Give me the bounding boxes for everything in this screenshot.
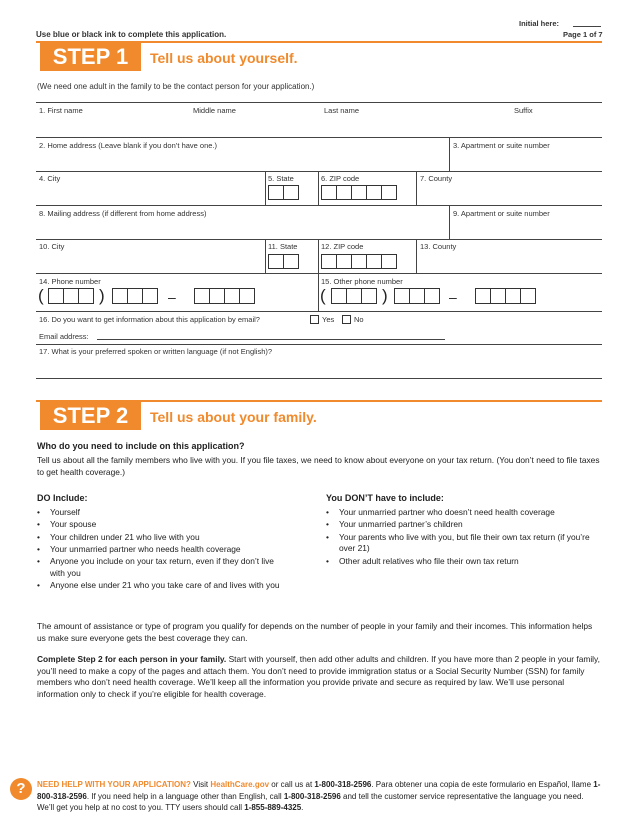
language-label: 17. What is your preferred spoken or written language (if not English)?	[39, 347, 273, 356]
list-item: • Your children under 21 who live with you	[37, 532, 287, 544]
state-boxes[interactable]	[268, 185, 298, 200]
list-item: • Your unmarried partner who doesn’t need health coverage	[326, 507, 602, 519]
middle-name-label: Middle name	[193, 106, 236, 115]
dont-include-list	[326, 507, 602, 568]
apt-input[interactable]	[450, 148, 602, 170]
first-name-label: 1. First name	[39, 106, 83, 115]
help-text: Visit	[190, 780, 211, 789]
home-address-input[interactable]	[36, 148, 448, 170]
complete-step2-text: Start with yourself, then add other adults and children. If you have more than 2 people in your family, you’ll need to make a copy of the pages and attach them. You don’t need to provide immigration status or a Social Security Number (SSN) for family members who don’t need health coverage. We’ll keep all the information you provide private and secure as required by law. We’ll use personal information only to check if you’re eligible for health coverage.	[37, 654, 600, 699]
mailing-address-label: 8. Mailing address (if different from home address)	[39, 209, 207, 218]
help-text: .	[301, 803, 304, 812]
column-divider	[318, 171, 319, 205]
contact-note: (We need one adult in the family to be the contact person for your application.)	[37, 82, 315, 91]
email-address-label: Email address:	[39, 332, 89, 341]
column-divider	[265, 171, 266, 205]
mailing-city-label: 10. City	[39, 242, 65, 251]
row-divider	[36, 378, 602, 379]
row-divider	[36, 239, 602, 240]
mailing-state-boxes[interactable]	[268, 254, 298, 269]
list-item: • Your unmarried partner who needs health coverage	[37, 544, 287, 556]
phone-dash: –	[168, 289, 176, 305]
list-item: • Anyone else under 21 who you take care of and lives with you	[37, 580, 287, 592]
amount-paragraph: The amount of assistance or type of program you qualify for depends on the number of people in your family and their incomes. This information helps us make sure everyone gets the best coverage they can.	[37, 621, 593, 643]
last-name-label: Last name	[324, 106, 360, 115]
help-icon: ?	[10, 778, 32, 800]
include-question: Who do you need to include on this application?	[37, 441, 245, 451]
help-text: . Para obtener una copia de este formulario en Español, llame	[371, 780, 594, 789]
mailing-city-input[interactable]	[36, 252, 264, 272]
email-no-checkbox[interactable]	[342, 315, 351, 324]
city-input[interactable]	[36, 184, 264, 204]
column-divider	[265, 239, 266, 273]
email-address-input[interactable]	[97, 339, 445, 340]
other-area-code-open-paren: (	[320, 286, 326, 305]
other-phone-line-boxes[interactable]	[475, 288, 535, 304]
area-code-close-paren: )	[99, 286, 105, 305]
tty-number: 1-855-889-4325	[244, 803, 302, 812]
other-phone-dash: –	[449, 289, 457, 305]
help-heading: NEED HELP WITH YOUR APPLICATION?	[37, 780, 191, 789]
home-address-label: 2. Home address (Leave blank if you don’t have one.)	[39, 141, 218, 150]
phone-area-code-boxes[interactable]	[48, 288, 93, 304]
family-intro: Tell us about all the family members who live with you. If you file taxes, we need to know about everyone on your tax return. (You don’t need to file taxes to get health coverage.)	[37, 455, 600, 477]
email-yes-checkbox[interactable]	[310, 315, 319, 324]
mailing-address-input[interactable]	[36, 216, 448, 238]
do-include-list	[37, 507, 287, 593]
help-footer	[37, 779, 602, 814]
apt-label: 3. Apartment or suite number	[453, 141, 550, 150]
row-divider	[36, 102, 602, 103]
mailing-state-label: 11. State	[268, 242, 298, 251]
phone-prefix-boxes[interactable]	[112, 288, 157, 304]
step1-title: Tell us about yourself.	[150, 50, 298, 66]
phone-number: 1-800-318-2596	[314, 780, 372, 789]
other-area-code-close-paren: )	[382, 286, 388, 305]
phone-number: 1-800-318-2596	[283, 791, 341, 801]
step2-badge: STEP 2	[40, 402, 141, 430]
county-label: 7. County	[420, 174, 453, 183]
other-phone-label: 15. Other phone number	[321, 277, 403, 286]
help-text: and tell the customer service representative the language you need. We’ll get you help at no cost to you. TTY users should call	[37, 791, 584, 812]
email-no-label: No	[354, 315, 364, 324]
state-label: 5. State	[268, 174, 294, 183]
healthcare-link[interactable]: HealthCare.gov	[210, 780, 270, 789]
row-divider	[36, 137, 602, 138]
mailing-apt-label: 9. Apartment or suite number	[453, 209, 550, 218]
help-text: . If you need help in a language other than English, call	[86, 791, 284, 801]
list-item: • Your spouse	[37, 519, 287, 531]
do-include-heading: DO Include:	[37, 493, 88, 503]
help-text: or call us at	[269, 780, 315, 789]
language-input[interactable]	[36, 355, 602, 377]
step2-title: Tell us about your family.	[150, 409, 317, 425]
column-divider	[318, 239, 319, 273]
phone-number: 1-800-318-2596	[37, 780, 601, 801]
phone-line-boxes[interactable]	[194, 288, 254, 304]
list-item: • Your parents who live with you, but file their own tax return (if you’re over 21)	[326, 532, 602, 556]
email-question: 16. Do you want to get information about this application by email?	[39, 315, 260, 324]
name-input-row[interactable]	[36, 112, 602, 136]
row-divider	[36, 205, 602, 206]
list-item: • Your unmarried partner’s children	[326, 519, 602, 531]
mailing-county-input[interactable]	[417, 252, 602, 272]
other-phone-prefix-boxes[interactable]	[394, 288, 439, 304]
area-code-open-paren: (	[38, 286, 44, 305]
county-input[interactable]	[417, 184, 602, 204]
mailing-apt-input[interactable]	[450, 216, 602, 238]
row-divider	[36, 273, 602, 274]
initial-here-label: Initial here:	[519, 19, 560, 28]
list-item: • Yourself	[37, 507, 287, 519]
row-divider	[36, 344, 602, 345]
initial-line[interactable]	[573, 26, 601, 27]
row-divider	[36, 171, 602, 172]
zip-boxes[interactable]	[321, 185, 396, 200]
email-yes-label: Yes	[322, 315, 335, 324]
zip-label: 6. ZIP code	[321, 174, 360, 183]
other-phone-area-code-boxes[interactable]	[331, 288, 376, 304]
row-divider	[36, 311, 602, 312]
list-item: • Other adult relatives who file their own tax return	[326, 556, 602, 568]
mailing-county-label: 13. County	[420, 242, 457, 251]
step1-badge: STEP 1	[40, 43, 141, 71]
column-divider	[318, 273, 319, 311]
complete-step2-bold: Complete Step 2 for each person in your family.	[37, 654, 227, 664]
ink-instruction: Use blue or black ink to complete this application.	[36, 30, 227, 39]
dont-include-heading: You DON’T have to include:	[326, 493, 444, 503]
mailing-zip-boxes[interactable]	[321, 254, 396, 269]
list-item: • Anyone you include on your tax return, even if they don’t live with you	[37, 556, 287, 580]
phone-label: 14. Phone number	[39, 277, 101, 286]
page-number: Page 1 of 7	[563, 30, 603, 39]
suffix-label: Suffix	[514, 106, 533, 115]
complete-step2-paragraph	[37, 654, 602, 700]
city-label: 4. City	[39, 174, 61, 183]
mailing-zip-label: 12. ZIP code	[321, 242, 364, 251]
